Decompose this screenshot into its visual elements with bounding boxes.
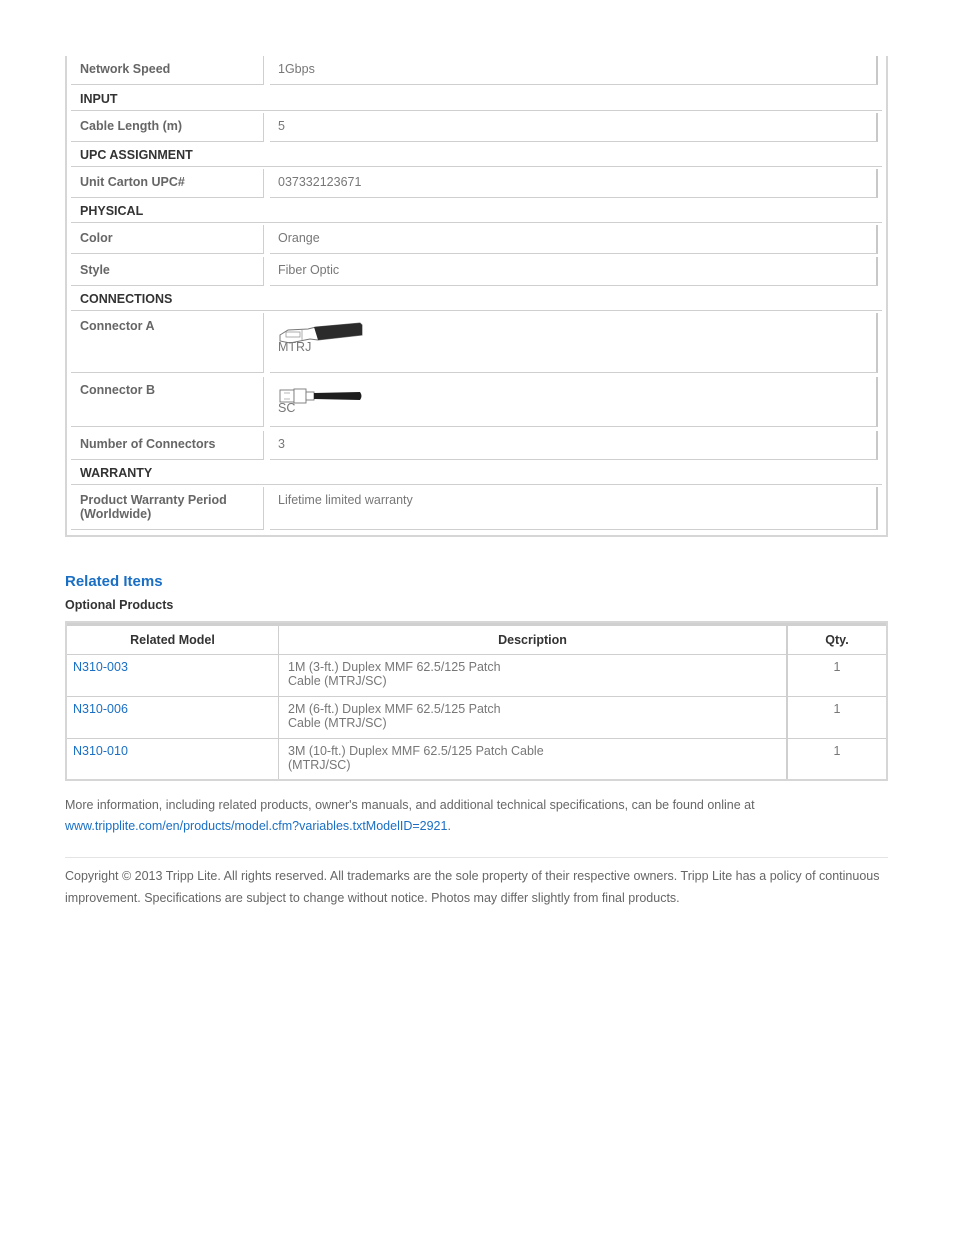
spec-label: Cable Length (m) [71, 113, 264, 142]
spec-value: 5 [270, 113, 878, 142]
column-header-qty: Qty. [788, 623, 886, 655]
spec-row-warranty-period [71, 487, 882, 530]
section-header-physical: PHYSICAL [71, 198, 882, 223]
spec-row-num-connectors [71, 431, 882, 460]
table-row-qty: 1 [788, 655, 886, 697]
column-header-description: Description [279, 623, 788, 655]
spec-row-connector-b [71, 377, 882, 427]
related-items-heading: Related Items [65, 573, 163, 590]
spec-label: Network Speed [71, 56, 264, 85]
spec-row-style [71, 257, 882, 286]
more-info-paragraph [65, 795, 905, 837]
spec-label: Style [71, 257, 264, 286]
spec-value: Orange [270, 225, 878, 254]
table-row-qty: 1 [788, 697, 886, 739]
table-row-description: 2M (6-ft.) Duplex MMF 62.5/125 Patch Cable (MTRJ/SC) [279, 697, 788, 739]
connector-caption: MTRJ [278, 340, 312, 354]
spec-label: Connector A [71, 313, 264, 373]
spec-label: Number of Connectors [71, 431, 264, 460]
spec-table [65, 56, 888, 537]
spec-row-connector-a [71, 313, 882, 373]
column-header-model: Related Model [67, 623, 279, 655]
table-row-qty: 1 [833, 744, 841, 758]
table-row-description: 1M (3-ft.) Duplex MMF 62.5/125 Patch Cable (MTRJ/SC) [279, 655, 788, 697]
spec-row-cable-length [71, 113, 882, 142]
table-row-model-link[interactable]: N310-003 [67, 655, 279, 697]
table-row-description: 3M (10-ft.) Duplex MMF 62.5/125 Patch Cable (MTRJ/SC) [279, 739, 788, 779]
spec-row-network-speed [71, 56, 882, 85]
spec-label: Connector B [71, 377, 264, 427]
section-header-upc: UPC ASSIGNMENT [71, 142, 882, 167]
spec-value [270, 377, 878, 427]
spec-value: Lifetime limited warranty [270, 487, 878, 530]
spec-label: Product Warranty Period (Worldwide) [71, 487, 264, 530]
spec-value: Fiber Optic [270, 257, 878, 286]
section-header-input: INPUT [71, 86, 882, 111]
spec-value: 3 [270, 431, 878, 460]
product-page-link[interactable]: www.tripplite.com/en/products/model.cfm?variables.txtModelID=2921 [65, 819, 448, 833]
section-header-connections: CONNECTIONS [71, 286, 882, 311]
related-items-table [65, 621, 888, 781]
spec-value [270, 313, 878, 373]
table-row-model-link[interactable]: N310-010 [67, 739, 279, 779]
more-info-text: More information, including related products, owner's manuals, and additional technical specifications, can be found online at [65, 798, 755, 812]
spec-label: Unit Carton UPC# [71, 169, 264, 198]
spec-value: 1Gbps [270, 56, 878, 85]
section-header-warranty: WARRANTY [71, 460, 882, 485]
spec-value: 037332123671 [270, 169, 878, 198]
copyright-notice: Copyright © 2013 Tripp Lite. All rights reserved. All trademarks are the sole property of their respective owners. Tripp Lite has a policy of continuous improvement. Specifications are subject to change without notice. Photos may differ slightly from final products. [65, 869, 880, 905]
connector-caption: SC [278, 401, 296, 415]
optional-products-subheading: Optional Products [65, 598, 174, 612]
more-info-suffix: . [447, 819, 451, 833]
table-row-model-link[interactable]: N310-006 [67, 697, 279, 739]
spec-label: Color [71, 225, 264, 254]
spec-row-color [71, 225, 882, 254]
footer-divider [65, 857, 888, 858]
spec-row-upc [71, 169, 882, 198]
